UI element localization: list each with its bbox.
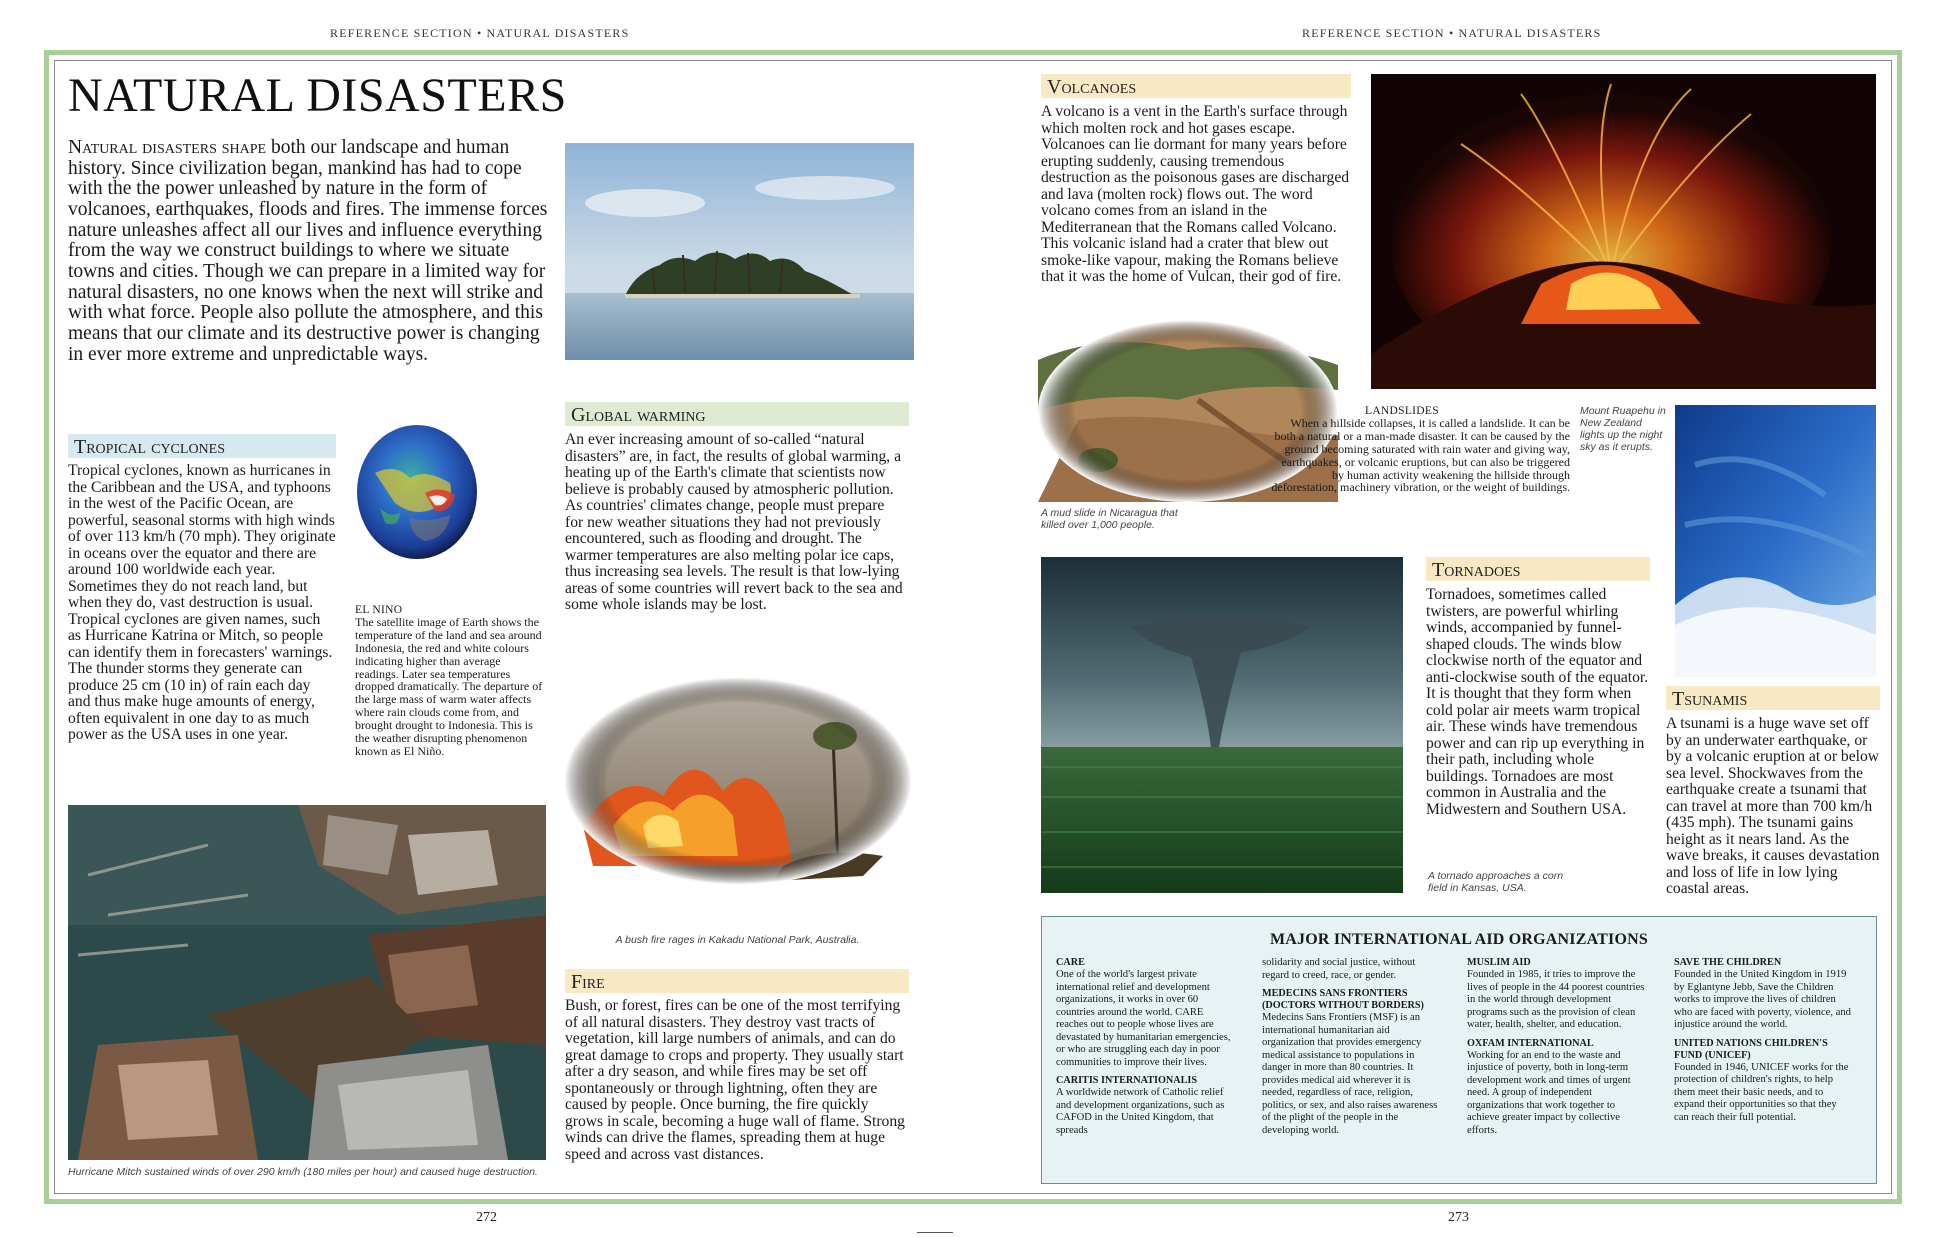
tornadoes-text: Tornadoes, sometimes called twisters, are powerful whirling winds, accompanied by funnel-shaped clouds. The winds blow clockwise north of the equator and anti-clockwise south of the equator. It is thought that they form when cold polar air meets warm tropical air. These winds have tremendous power and can rip up everything in their path, including whole buildings. Tornadoes are most common in Australia and the Midwestern and Southern USA. xyxy=(1426,586,1649,818)
intro-paragraph xyxy=(68,138,548,365)
muslim-aid-text: Founded in 1985, it tries to improve the lives of people in the 44 poorest countries in the world through development programs such as the provision of clean water, health, shelter, and education. xyxy=(1467,969,1645,1031)
page-number-left: 272 xyxy=(476,1210,497,1225)
save-the-children-name: SAVE THE CHILDREN xyxy=(1674,957,1782,968)
tsunamis-heading: Tsunamis xyxy=(1666,686,1880,710)
global-warming-heading: Global warming xyxy=(565,402,909,426)
tornadoes-heading: Tornadoes xyxy=(1426,557,1650,581)
msf-name: MEDECINS SANS FRONTIERS (DOCTORS WITHOUT BORDERS) xyxy=(1262,988,1424,1012)
hurricane-mitch-photo xyxy=(68,805,546,1160)
bush-fire-photo xyxy=(563,676,913,886)
tornado-photo xyxy=(1041,557,1403,893)
hurricane-caption: Hurricane Mitch sustained winds of over 290 km/h (180 miles per hour) and caused huge destruction. xyxy=(68,1166,538,1178)
aid-column-2 xyxy=(1262,957,1442,1137)
running-head-right: REFERENCE SECTION • NATURAL DISASTERS xyxy=(1302,26,1602,40)
caritis-name: CARITIS INTERNATIONALIS xyxy=(1056,1075,1198,1087)
oxfam-name: OXFAM INTERNATIONAL xyxy=(1467,1037,1594,1049)
volcanoes-heading: Volcanoes xyxy=(1041,74,1351,98)
tsunamis-text: A tsunami is a huge wave set off by an underwater earthquake, or by a volcanic eruption at or below sea level. Shockwaves from the earthquake create a tsunami that can travel at more than 700 km/h (435 mph). The tsunami gains height as it nears land. As the wave breaks, it causes devastation and loss of life in low lying coastal areas. xyxy=(1666,715,1880,898)
landslides-text: When a hillside collapses, it is called a landslide. It can be both a natural or a man-made disaster. It can be caused by the ground becoming saturated with rain water and giving way, earthquakes, or volcanic eruptions, but can also be triggered by human activity weakening the hillside through deforestation, machinery vibration, or the weight of buildings. xyxy=(1271,416,1570,495)
fire-heading: Fire xyxy=(565,969,909,993)
unicef-text: Founded in 1946, UNICEF works for the protection of children's rights, to help them meet their basic needs, and to expand their opportunities so that they can reach their full potential. xyxy=(1674,1061,1849,1123)
tsunami-wave-photo xyxy=(1675,405,1876,677)
landslides-heading: LANDSLIDES xyxy=(1365,405,1439,417)
satellite-globe-image xyxy=(355,423,479,561)
aid-column-4 xyxy=(1674,957,1854,1124)
island-photo xyxy=(565,143,914,360)
el-nino-heading: EL NINO xyxy=(355,604,403,616)
global-warming-text: An ever increasing amount of so-called “natural disasters” are, in fact, the results of global warming, a heating up of the Earth's climate that scientists now believe is probably caused by atmospheric pollution. As countries' climates change, people must prepare for new weather situations they had not previously encountered, such as flooding and drought. The warmer temperatures are also melting polar ice caps, thus increasing sea levels. The result is that low-lying areas of some countries will revert back to the sea and some whole islands may be lost. xyxy=(565,431,903,614)
volcanoes-text: A volcano is a vent in the Earth's surface through which molten rock and hot gases escape. Volcanoes can lie dormant for many years before erupting suddenly, causing tremendous destruction as the poisonous gases are discharged and lava (molten rock) flows out. The word volcano comes from an island in the Mediterranean that the Romans called Volcano. This volcanic island had a crater that blew out smoke-like vapour, making the Romans believe that it was the home of Vulcan, their god of fire. xyxy=(1041,103,1350,286)
care-text: One of the world's largest private international relief and development organizations, it works in over 60 countries around the world. CARE reaches out to people whose lives are devastated by humanitarian emergencies, or who are struggling each day in poor communities to improve their lives. xyxy=(1056,969,1231,1068)
page-number-right: 273 xyxy=(1448,1210,1469,1225)
save-the-children-text: Founded in the United Kingdom in 1919 by Eglantyne Jebb, Save the Children works to improve the lives of children who are faced with poverty, violence, and injustice around the world. xyxy=(1674,969,1851,1031)
mud-slide-caption: A mud slide in Nicaragua that killed over 1,000 people. xyxy=(1041,507,1178,532)
landslides-block xyxy=(1270,405,1570,494)
el-nino-text: The satellite image of Earth shows the temperature of the land and sea around Indonesia, the red and white colours indicating higher than average readings. Later sea temperatures dropped dramatically. The departure of the large mass of warm water affects where rain clouds come from, and brought drought to Indonesia. This is the weather disrupting phenomenon known as El Niño. xyxy=(355,615,543,758)
tropical-cyclones-text: Tropical cyclones, known as hurricanes in the Caribbean and the USA, and typhoons in the west of the Pacific Ocean, are powerful, seasonal storms with high winds of over 113 km/h (70 mph). They originate in oceans over the equator and there are around 100 worldwide each year. Sometimes they do not reach land, but when they do, vast destruction is usual. Tropical cyclones are given names, such as Hurricane Katrina or Mitch, so people can identify them in forecasters' warnings. The thunder storms they generate can produce 25 cm (10 in) of rain each day and thus make huge amounts of energy, often equivalent in one day to as much power as the USA uses in one year. xyxy=(68,462,336,744)
bush-fire-caption: A bush fire rages in Kakadu National Park, Australia. xyxy=(615,934,860,946)
unicef-name: UNITED NATIONS CHILDREN'S FUND (UNICEF) xyxy=(1674,1037,1828,1061)
volcano-eruption-photo xyxy=(1371,74,1876,389)
muslim-aid-name: MUSLIM AID xyxy=(1467,957,1531,968)
fire-text: Bush, or forest, fires can be one of the most terrifying of all natural disasters. They destroy vast tracts of vegetation, kill large numbers of animals, and can do great damage to crops and property. They usually start after a dry season, and while fires may be set off spontaneously or through lightning, often they are caused by people. Once burning, the fire quickly grows in scale, becoming a huge wall of flame. Strong winds can drive the flames, spreading them at huge speed and across vast distances. xyxy=(565,997,905,1163)
tornado-caption: A tornado approaches a corn field in Kansas, USA. xyxy=(1428,870,1564,895)
gutter-mark xyxy=(917,1232,953,1233)
aid-column-3 xyxy=(1467,957,1647,1137)
caritis-text: A worldwide network of Catholic relief and development organizations, such as CAFOD in the United Kingdom, that spreads xyxy=(1056,1087,1225,1136)
intro-text: both our landscape and human history. Since civilization began, mankind has had to cope with the the power unleashed by nature in the form of volcanoes, earthquakes, floods and fires. The immense forces nature unleashes affect all our lives and influence everything from the way we construct buildings to where we situate towns and cities. Though we can prepare in a limited way for natural disasters, no one knows when the next will strike and with what force. People also pollute the atmosphere, and this means that our climate and its destructive power is changing in ever more extreme and unpredictable ways. xyxy=(68,137,548,365)
el-nino-block xyxy=(355,604,545,757)
msf-text: Medecins Sans Frontiers (MSF) is an international humanitarian aid organization that provides emergency medical assistance to populations in danger in more than 80 countries. It provides medical aid wherever it is needed, regardless of race, religion, politics, or sex, and also raises awareness of the plight of the people in the developing world. xyxy=(1262,1012,1438,1136)
intro-lead: Natural disasters shape xyxy=(68,137,267,158)
care-name: CARE xyxy=(1056,957,1085,968)
running-head-left: REFERENCE SECTION • NATURAL DISASTERS xyxy=(330,26,630,40)
page-title: NATURAL DISASTERS xyxy=(68,69,567,122)
ruapehu-caption: Mount Ruapehu in New Zealand lights up the night sky as it erupts. xyxy=(1580,405,1666,454)
tropical-cyclones-heading: Tropical cyclones xyxy=(68,434,336,458)
aid-column-1 xyxy=(1056,957,1236,1137)
aid-organizations-box xyxy=(1041,916,1877,1184)
aid-organizations-title: MAJOR INTERNATIONAL AID ORGANIZATIONS xyxy=(1270,931,1648,948)
caritis-text-cont: solidarity and social justice, without regard to creed, race, or gender. xyxy=(1262,957,1416,981)
oxfam-text: Working for an end to the waste and injustice of poverty, both in long-term development work and times of urgent need. A group of independent organizations that work together to achieve greater impact by collective efforts. xyxy=(1467,1049,1631,1136)
